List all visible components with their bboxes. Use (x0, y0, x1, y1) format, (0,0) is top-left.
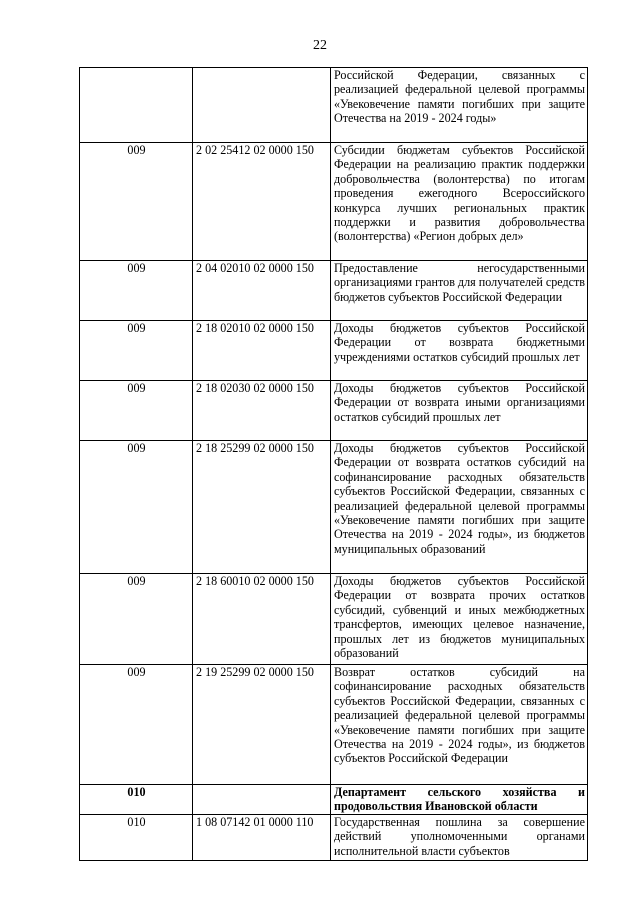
description-cell: Доходы бюджетов субъектов Российской Федерации от возврата прочих остатков субсидий, субвенций и иных межбюджетных трансфертов, имеющих целевое назначение, прошлых лет из бюджетов муниципальных образований (331, 574, 588, 665)
table-row (80, 261, 588, 321)
budget-code-cell: 2 04 02010 02 0000 150 (193, 261, 331, 321)
table-row (80, 815, 588, 861)
description-cell: Возврат остатков субсидий на софинансирование расходных обязательств субъектов Российской Федерации, связанных с реализацией федеральной целевой программы «Увековечение памяти погибших при защите Отечества на 2019 - 2024 годы», из бюджетов субъектов Российской Федерации (331, 665, 588, 785)
description-cell: Государственная пошлина за совершение действий уполномоченными органами исполнительной власти субъектов (331, 815, 588, 861)
table-row (80, 665, 588, 785)
admin-code-cell: 009 (80, 261, 193, 321)
table-row (80, 143, 588, 261)
table-row (80, 321, 588, 381)
budget-code-cell: 2 02 25412 02 0000 150 (193, 143, 331, 261)
page-number: 22 (313, 38, 327, 53)
admin-code-cell: 009 (80, 665, 193, 785)
table-row-department (80, 785, 588, 815)
budget-code-cell: 2 18 02010 02 0000 150 (193, 321, 331, 381)
budget-code-cell (193, 785, 331, 815)
budget-code-cell: 2 18 02030 02 0000 150 (193, 381, 331, 441)
description-cell: Доходы бюджетов субъектов Российской Федерации от возврата бюджетными учреждениями остатков субсидий прошлых лет (331, 321, 588, 381)
admin-code-cell: 009 (80, 441, 193, 574)
description-cell: Доходы бюджетов субъектов Российской Федерации от возврата остатков субсидий на софинансирование расходных обязательств субъектов Российской Федерации, связанных с реализацией федеральной целевой программы «Увековечение памяти погибших при защите Отечества на 2019 - 2024 годы», из бюджетов муниципальных образований (331, 441, 588, 574)
admin-code-cell: 009 (80, 381, 193, 441)
table-row (80, 381, 588, 441)
admin-code-cell: 009 (80, 574, 193, 665)
budget-code-cell: 2 18 60010 02 0000 150 (193, 574, 331, 665)
budget-code-cell: 2 19 25299 02 0000 150 (193, 665, 331, 785)
table-row (80, 574, 588, 665)
budget-code-cell (193, 68, 331, 143)
description-cell: Российской Федерации, связанных с реализацией федеральной целевой программы «Увековечение памяти погибших при защите Отечества на 2019 - 2024 годы» (331, 68, 588, 143)
description-cell: Субсидии бюджетам субъектов Российской Федерации на реализацию практик поддержки добровольчества (волонтерства) по итогам проведения ежегодного Всероссийского конкурса лучших региональных практик поддержки и развития добровольчества (волонтерства) «Регион добрых дел» (331, 143, 588, 261)
admin-code-cell (80, 68, 193, 143)
admin-code-cell: 010 (80, 785, 193, 815)
budget-codes-table (79, 67, 588, 861)
admin-code-cell: 010 (80, 815, 193, 861)
admin-code-cell: 009 (80, 321, 193, 381)
description-cell: Предоставление негосударственными организациями грантов для получателей средств бюджетов субъектов Российской Федерации (331, 261, 588, 321)
admin-code-cell: 009 (80, 143, 193, 261)
table-row (80, 441, 588, 574)
budget-code-cell: 2 18 25299 02 0000 150 (193, 441, 331, 574)
table-row (80, 68, 588, 143)
description-cell: Доходы бюджетов субъектов Российской Федерации от возврата иными организациями остатков субсидий прошлых лет (331, 381, 588, 441)
budget-code-cell: 1 08 07142 01 0000 110 (193, 815, 331, 861)
department-name-cell: Департамент сельского хозяйства и продовольствия Ивановской области (331, 785, 588, 815)
